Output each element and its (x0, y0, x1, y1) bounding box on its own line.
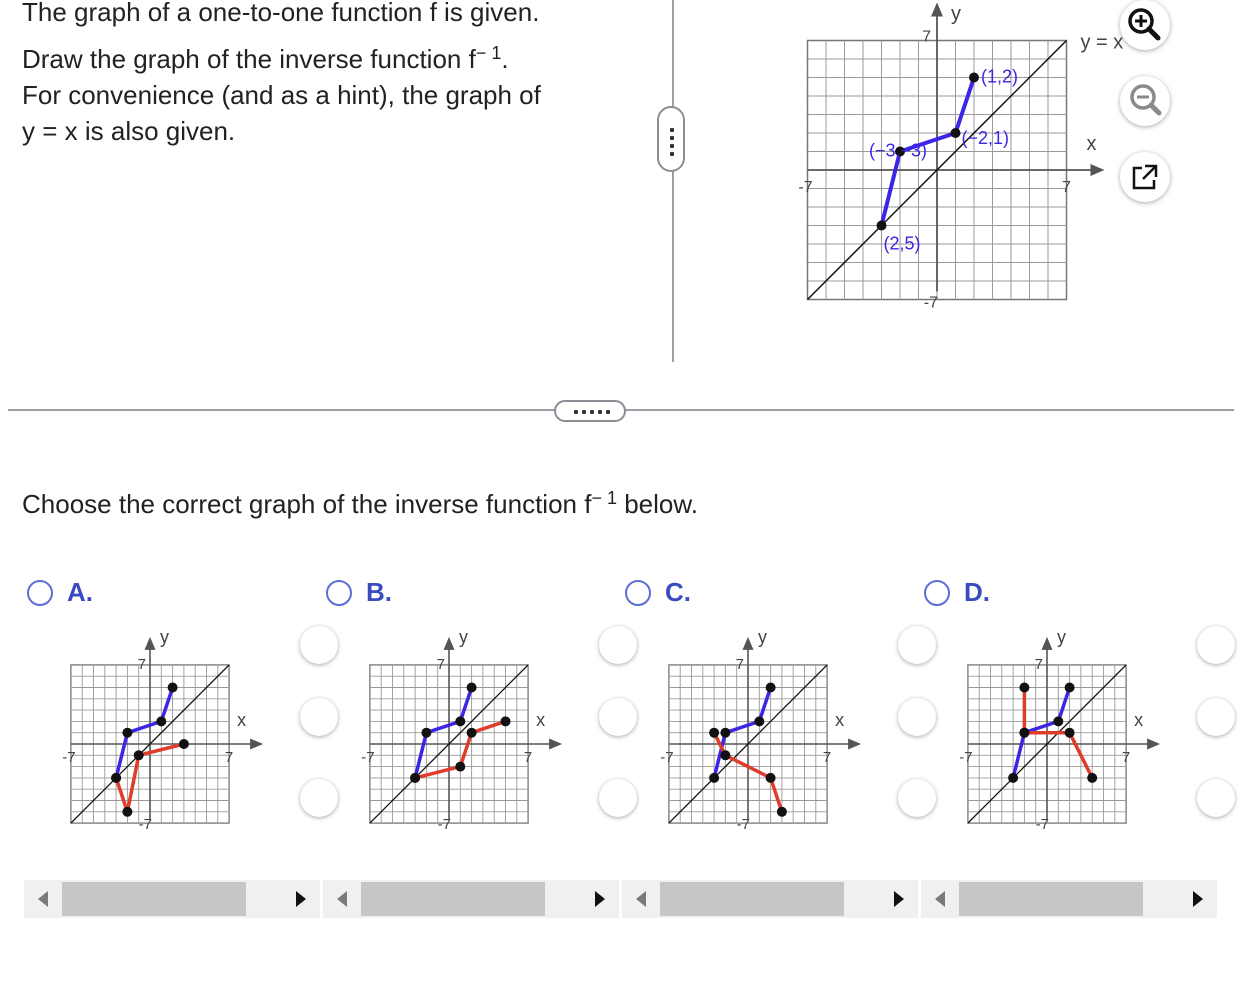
curve-point (122, 728, 132, 738)
x-axis-label: x (536, 710, 546, 730)
choose-prompt-text: Choose the correct graph of the inverse function f (22, 489, 592, 519)
curve-point (421, 728, 431, 738)
option-a-popout-button[interactable] (300, 778, 320, 818)
scroll-right-icon[interactable] (296, 891, 306, 907)
option-a-radio[interactable] (27, 580, 53, 606)
option-d-popout-button[interactable] (1197, 778, 1217, 818)
scroll-left-icon[interactable] (38, 891, 48, 907)
vertical-divider (672, 0, 674, 362)
curve-point (156, 716, 166, 726)
curve-point (455, 716, 465, 726)
curve-point (709, 728, 719, 738)
curve-point (1065, 728, 1075, 738)
tick-label: -7 (660, 749, 674, 766)
option-a-graph[interactable] (62, 625, 295, 840)
option-b-graph[interactable] (361, 625, 594, 840)
option-b-radio[interactable] (326, 580, 352, 606)
x-axis-label: x (237, 710, 247, 730)
option-b-scrollbar[interactable] (323, 880, 619, 918)
curve-point (766, 683, 776, 693)
question-line-4: y = x is also given. (22, 116, 236, 146)
function-point (877, 221, 887, 231)
y-axis-label: y (951, 3, 961, 25)
option-b-popout-button[interactable] (599, 778, 619, 818)
tick-label: -7 (959, 749, 973, 766)
curve-point (410, 773, 420, 783)
curve-point (168, 683, 178, 693)
curve-point (766, 773, 776, 783)
x-axis-label: x (1086, 133, 1097, 155)
x-axis-arrow-icon (549, 739, 562, 750)
curve-point (1019, 728, 1029, 738)
option-d-radio[interactable] (924, 580, 950, 606)
tick-label: -7 (798, 179, 813, 196)
tick-label: 7 (822, 749, 832, 766)
curve-point (467, 728, 477, 738)
option-b-zoom-out-button[interactable] (599, 697, 619, 737)
curve-point (754, 716, 764, 726)
scrollbar-thumb[interactable] (959, 882, 1143, 916)
horizontal-resize-handle[interactable] (554, 400, 626, 422)
option-c-scrollbar[interactable] (622, 880, 918, 918)
point-label: (−3,−3) (869, 140, 928, 161)
tick-label: -7 (736, 816, 750, 834)
x-axis-arrow-icon (1091, 164, 1105, 176)
x-axis-label: x (835, 710, 845, 730)
tick-label: 7 (1121, 749, 1131, 766)
x-axis-arrow-icon (250, 739, 263, 750)
zoom-in-icon (1120, 0, 1170, 50)
x-axis-label: x (1134, 710, 1144, 730)
tick-label: 7 (1062, 179, 1071, 196)
curve-point (1053, 716, 1063, 726)
tick-label: 7 (137, 655, 146, 673)
function-point (951, 128, 961, 138)
option-a-label[interactable]: A. (67, 577, 93, 607)
curve-point (134, 750, 144, 760)
option-c-label[interactable]: C. (665, 577, 691, 607)
point-label: (1,2) (981, 66, 1019, 87)
curve-point (777, 807, 787, 817)
y-axis-label: y (1057, 627, 1066, 647)
function-point (969, 73, 979, 83)
question-line-3: For convenience (and as a hint), the graph of (22, 80, 541, 110)
option-b-zoom-in-button[interactable] (599, 625, 619, 665)
curve-point (1087, 773, 1097, 783)
option-c-zoom-out-button[interactable] (898, 697, 918, 737)
tick-label: 7 (523, 749, 533, 766)
option-d-label[interactable]: D. (964, 577, 990, 607)
scroll-left-icon[interactable] (935, 891, 945, 907)
popout-button[interactable] (1120, 152, 1170, 202)
question-line-2-end: . (501, 44, 509, 74)
curve-point (720, 750, 730, 760)
curve-point (1065, 683, 1075, 693)
tick-label: -7 (361, 749, 375, 766)
curve-point (179, 739, 189, 749)
option-d-zoom-out-button[interactable] (1197, 697, 1217, 737)
option-b-label[interactable]: B. (366, 577, 392, 607)
curve-point (122, 807, 132, 817)
zoom-in-button[interactable] (1120, 0, 1170, 50)
y-equals-x-label: y = x (1080, 31, 1124, 54)
tick-label: -7 (437, 816, 451, 834)
popout-icon (1120, 152, 1170, 202)
option-c-radio[interactable] (625, 580, 651, 606)
x-axis-arrow-icon (848, 739, 861, 750)
question-line-2-text: Draw the graph of the inverse function f (22, 44, 476, 74)
point-label: (−2,1) (961, 128, 1010, 148)
y-axis-label: y (459, 627, 468, 647)
option-c-graph[interactable] (660, 625, 893, 840)
y-axis-arrow-icon (444, 637, 455, 650)
tick-label: 7 (436, 655, 445, 673)
question-line-1: The graph of a one-to-one function f is given. (22, 0, 540, 27)
y-axis-label: y (758, 627, 767, 647)
option-a-zoom-out-button[interactable] (300, 697, 320, 737)
curve-point (1008, 773, 1018, 783)
tick-label: 7 (1034, 655, 1043, 673)
scroll-right-icon[interactable] (595, 891, 605, 907)
zoom-out-button[interactable] (1120, 76, 1170, 126)
curve-point (709, 773, 719, 783)
curve-point (1019, 683, 1029, 693)
tick-label: 7 (224, 749, 234, 766)
option-d-graph[interactable] (959, 625, 1192, 840)
y-axis-arrow-icon (145, 637, 156, 650)
scrollbar-thumb[interactable] (62, 882, 246, 916)
x-axis-arrow-icon (1147, 739, 1160, 750)
scroll-right-icon[interactable] (1193, 891, 1203, 907)
option-c-popout-button[interactable] (898, 778, 918, 818)
question-line-2 (22, 41, 509, 77)
inverse-superscript: − 1 (475, 43, 502, 63)
option-a-scrollbar[interactable] (24, 880, 320, 918)
scroll-right-icon[interactable] (894, 891, 904, 907)
option-a-zoom-in-button[interactable] (300, 625, 320, 665)
tick-label: -7 (1035, 816, 1049, 834)
curve-point (455, 762, 465, 772)
y-axis-arrow-icon (1042, 637, 1053, 650)
vertical-resize-handle[interactable] (657, 106, 685, 172)
y-axis-arrow-icon (931, 3, 943, 17)
option-c-zoom-in-button[interactable] (898, 625, 918, 665)
option-d-zoom-in-button[interactable] (1197, 625, 1217, 665)
curve-point (501, 716, 511, 726)
choose-prompt-end: below. (624, 489, 698, 519)
tick-label: 7 (735, 655, 744, 673)
y-axis-arrow-icon (743, 637, 754, 650)
scroll-left-icon[interactable] (337, 891, 347, 907)
curve-point (111, 773, 121, 783)
given-graph (790, 0, 1124, 340)
tick-label: -7 (62, 749, 76, 766)
curve-point (720, 728, 730, 738)
scroll-left-icon[interactable] (636, 891, 646, 907)
point-label: (2,5) (883, 233, 921, 254)
curve-point (467, 683, 477, 693)
zoom-out-icon (1120, 76, 1170, 126)
prompt-superscript: − 1 (591, 488, 617, 508)
tick-label: -7 (923, 294, 938, 312)
scrollbar-thumb[interactable] (660, 882, 844, 916)
y-axis-label: y (160, 627, 169, 647)
choose-prompt (22, 486, 698, 522)
tick-label: 7 (922, 28, 931, 46)
option-d-scrollbar[interactable] (921, 880, 1217, 918)
scrollbar-thumb[interactable] (361, 882, 545, 916)
tick-label: -7 (138, 816, 152, 834)
